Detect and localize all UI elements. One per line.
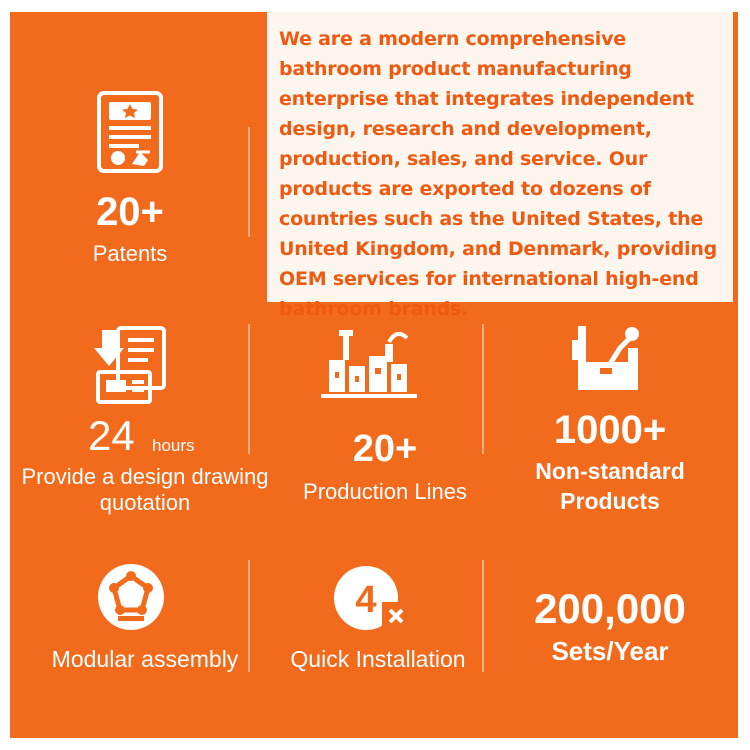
modular-assembly-icon <box>96 562 166 632</box>
quick-installation-label: Quick Installation <box>290 646 466 672</box>
hours-value: 24 <box>88 412 135 459</box>
intro-text: We are a modern comprehensive bathroom product manufacturing enterprise that integrates independent design, research and development, production, sales, and service. Our products are exported to dozens of countries such as the United States, the United Kingdom, and Denmark, providing OEM services for international high-end bathroom brands. <box>279 28 718 320</box>
quick-install-number: 4 <box>355 579 377 621</box>
patents-count: 20+ <box>96 190 164 234</box>
factory-icon <box>315 324 425 404</box>
production-lines-count: 20+ <box>352 428 418 470</box>
robot-arm-icon <box>570 320 646 396</box>
certificate-icon <box>96 90 166 176</box>
divider <box>248 127 250 237</box>
hours-unit: hours <box>152 436 195 455</box>
orange-panel <box>10 12 738 738</box>
non-standard-label: Non-standard Products <box>535 458 685 514</box>
capacity-value: 200,000 <box>534 585 686 632</box>
capacity-label: Sets/Year <box>551 636 669 666</box>
quick-install-icon <box>332 564 412 634</box>
production-lines-label: Production Lines <box>303 479 467 504</box>
design-quotation-label: Provide a design drawing quotation <box>21 464 269 515</box>
non-standard-count: 1000+ <box>553 408 667 452</box>
modular-assembly-label: Modular assembly <box>51 646 239 672</box>
divider <box>248 324 250 454</box>
patents-label: Patents <box>92 241 168 266</box>
intro-box <box>267 12 733 320</box>
blueprint-icon <box>94 324 170 408</box>
